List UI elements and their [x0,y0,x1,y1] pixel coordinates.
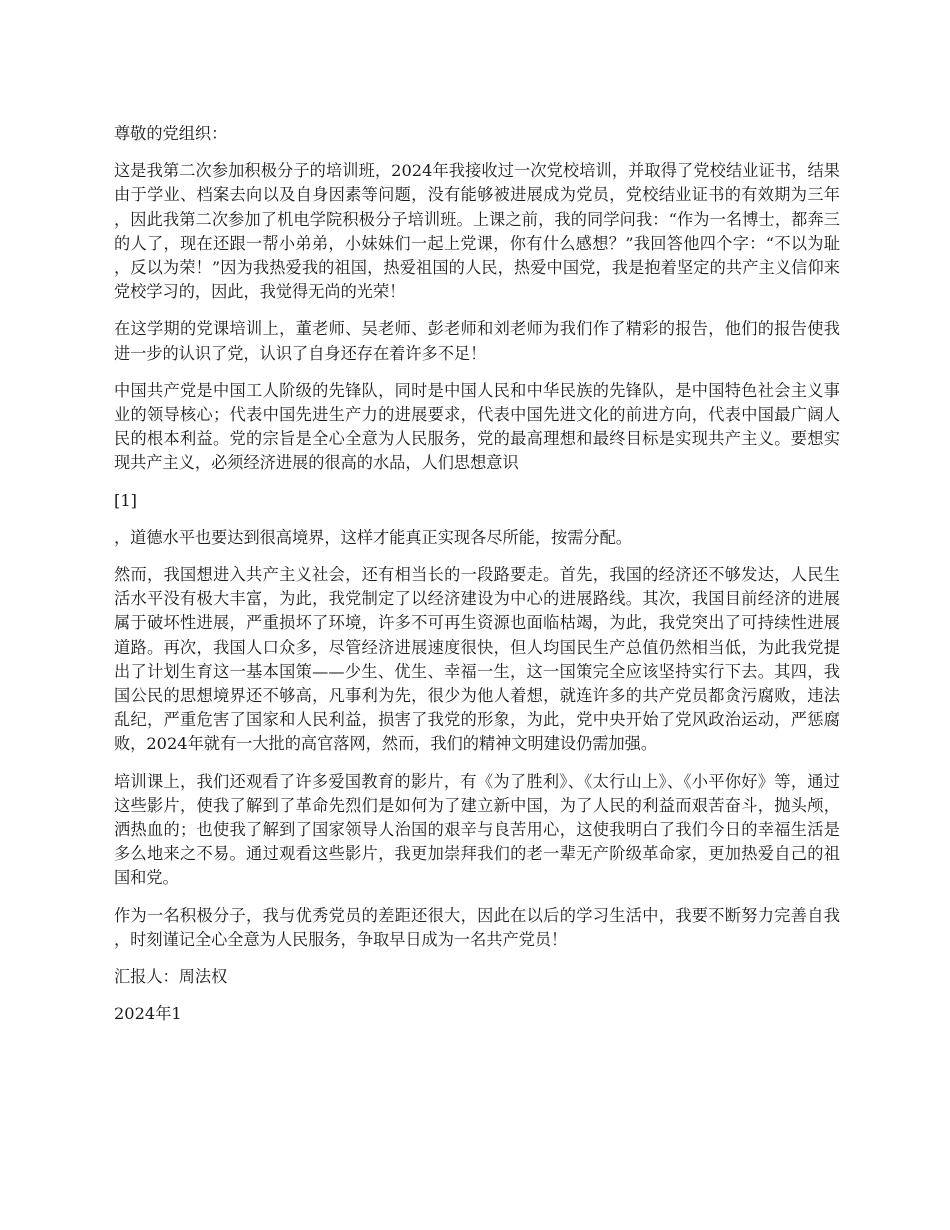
paragraph-teachers: 在这学期的党课培训上，董老师、吴老师、彭老师和刘老师为我们作了精彩的报告，他们的报告使我进一步的认识了党，认识了自身还存在着许多不足！ [114,319,840,363]
salutation: 尊敬的党组织： [114,124,228,143]
paragraph-moral-level: ，道德水平也要达到很高境界，这样才能真正实现各尽所能，按需分配。 [114,527,632,547]
document-page [114,122,840,1040]
date-line: 2024年1 [114,1004,182,1024]
paragraph-films: 培训课上，我们还观看了许多爱国教育的影片，有《为了胜利》、《太行山上》、《小平你好》等，通过这些影片，使我了解到了革命先烈们是如何为了建立新中国，为了人民的利益而艰苦奋斗，抛头颅，洒热血的；也使我了解到了国家领导人治国的艰辛与良苦用心，这使我明白了我们今日的幸福生活是多么地来之不易。通过观看这些影片，我更加崇拜我们的老一辈无产阶级革命家，更加热爱自己的祖国和党。 [114,771,840,888]
paragraph-intro: 这是我第二次参加积极分子的培训班，2024年我接收过一次党校培训，并取得了党校结业证书，结果由于学业、档案去向以及自身因素等问题，没有能够被进展成为党员，党校结业证书的有效期为三年，因此我第二次参加了机电学院积极分子培训班。上课之前，我的同学问我：“作为一名博士，都奔三的人了，现在还跟一帮小弟弟，小妹妹们一起上党课，你有什么感想？”我回答他四个字：“不以为耻，反以为荣！”因为我热爱我的祖国，热爱祖国的人民，热爱中国党，我是抱着坚定的共产主义信仰来党校学习的，因此，我觉得无尚的光荣！ [114,161,840,302]
paragraph-resolution: 作为一名积极分子，我与优秀党员的差距还很大，因此在以后的学习生活中，我要不断努力完善自我，时刻谨记全心全意为人民服务，争取早日成为一名共产党员！ [114,905,840,949]
footnote-marker: [1] [114,490,137,510]
reporter-line: 汇报人：周法权 [114,967,228,987]
paragraph-party-nature: 中国共产党是中国工人阶级的先锋队，同时是中国人民和中华民族的先锋队，是中国特色社会主义事业的领导核心；代表中国先进生产力的进展要求，代表中国先进文化的前进方向，代表中国最广阔人民的根本利益。党的宗旨是全心全意为人民服务，党的最高理想和最终目标是实现共产主义。要想实现共产主义，必须经济进展的很高的水品，人们思想意识 [114,380,840,473]
paragraph-challenges: 然而，我国想进入共产主义社会，还有相当长的一段路要走。首先，我国的经济还不够发达，人民生活水平没有极大丰富，为此，我党制定了以经济建设为中心的进展路线。其次，我国目前经济的进展属于破坏性进展，严重损坏了环境，许多不可再生资源也面临枯竭，为此，我党突出了可持续性进展道路。再次，我国人口众多，尽管经济进展速度很快，但人均国民生产总值仍然相当低，为此我党提出了计划生育这一基本国策——少生、优生、幸福一生，这一国策完全应该坚持实行下去。其四，我国公民的思想境界还不够高，凡事利为先，很少为他人着想，就连许多的共产党员都贪污腐败，违法乱纪，严重危害了国家和人民利益，损害了我党的形象，为此，党中央开始了党风政治运动，严惩腐败，2024年就有一大批的高官落网，然而，我们的精神文明建设仍需加强。 [114,565,840,754]
